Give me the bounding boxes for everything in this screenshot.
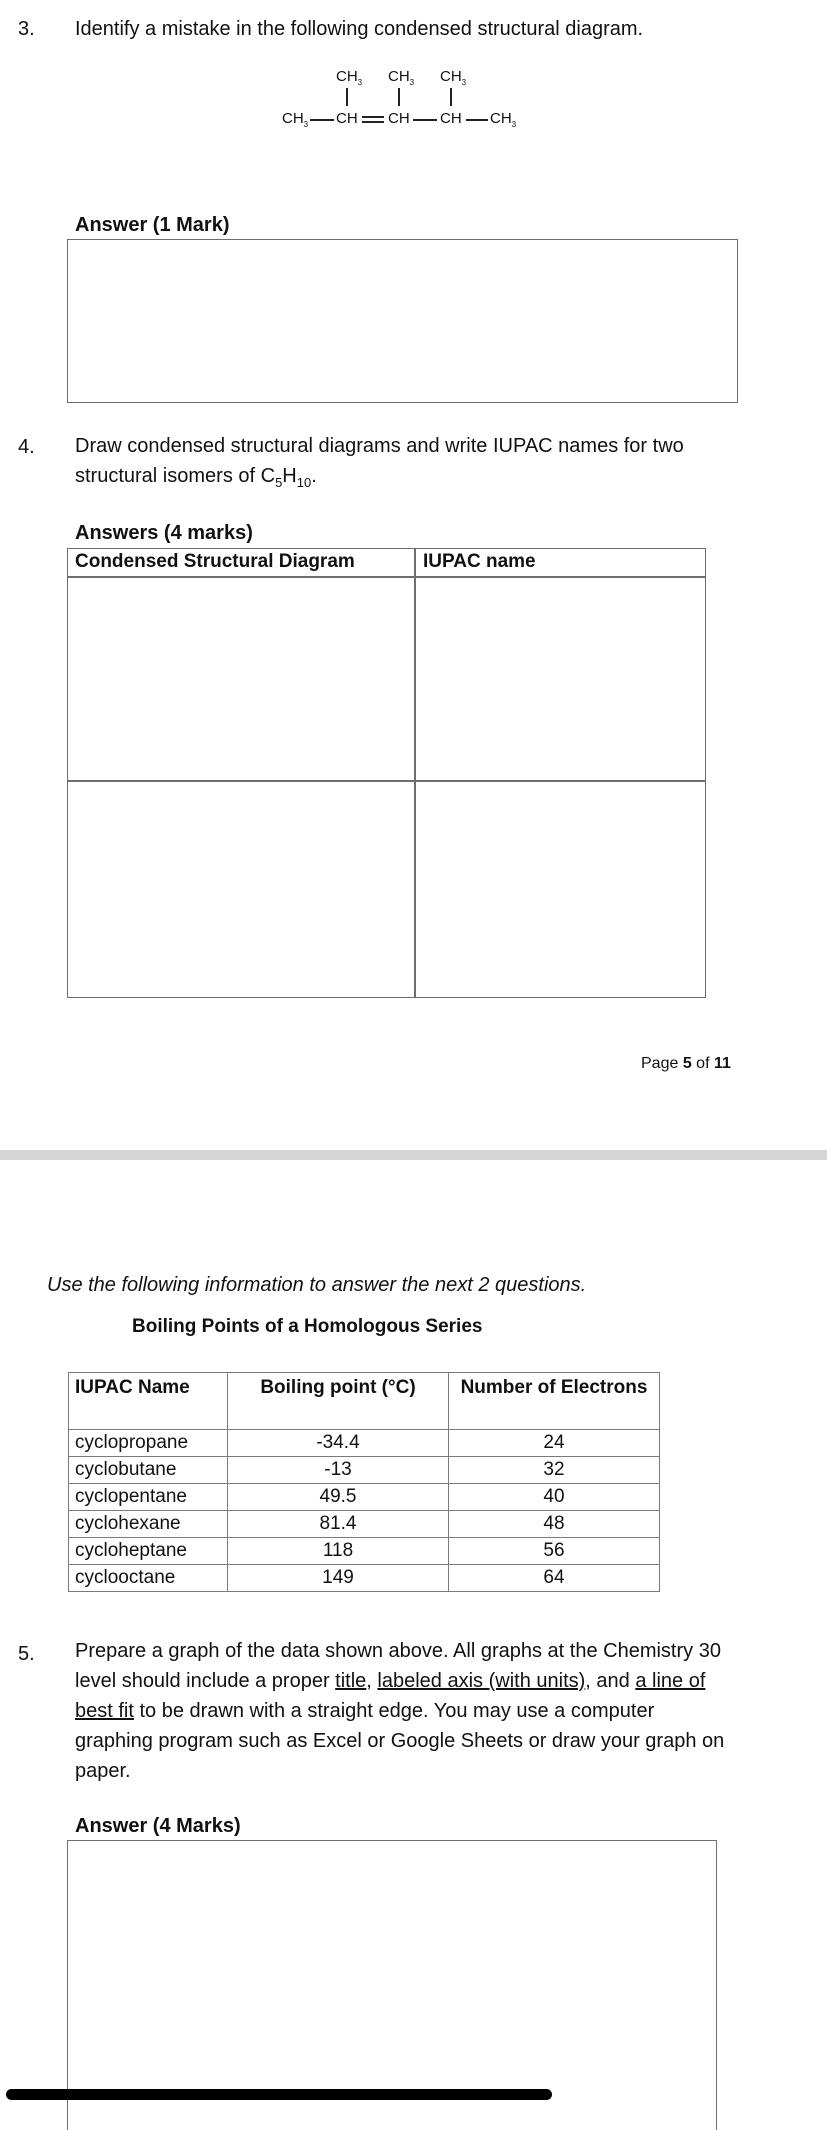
structural-diagram bbox=[270, 64, 540, 136]
cell-bp: 118 bbox=[228, 1538, 449, 1565]
cell-name: cyclopropane bbox=[69, 1430, 228, 1457]
question-3-answer-box[interactable] bbox=[67, 239, 738, 403]
boiling-points-table bbox=[68, 1372, 660, 1592]
header-iupac-name: IUPAC Name bbox=[69, 1373, 228, 1430]
isomer-2-name-cell[interactable] bbox=[416, 782, 704, 996]
horizontal-scrollbar[interactable] bbox=[6, 2089, 552, 2100]
page-separator bbox=[0, 1150, 827, 1160]
cell-bp: 81.4 bbox=[228, 1511, 449, 1538]
diagram-top-ch3-2: $CH_3$ bbox=[388, 68, 415, 87]
cell-bp: -13 bbox=[228, 1457, 449, 1484]
cell-name: cycloheptane bbox=[69, 1538, 228, 1565]
cell-bp: 149 bbox=[228, 1565, 449, 1592]
question-3-text: Identify a mistake in the following condensed structural diagram. bbox=[75, 18, 644, 40]
question-5-answer-label: Answer (4 Marks) bbox=[75, 1815, 241, 1837]
column-header-iupac-name: IUPAC name bbox=[423, 551, 536, 572]
cell-electrons: 40 bbox=[449, 1484, 660, 1511]
cell-name: cyclooctane bbox=[69, 1565, 228, 1592]
cell-electrons: 32 bbox=[449, 1457, 660, 1484]
cell-bp: -34.4 bbox=[228, 1430, 449, 1457]
diagram-ch-3: CH bbox=[388, 110, 410, 127]
question-3-number: 3. bbox=[18, 18, 35, 40]
cell-electrons: 48 bbox=[449, 1511, 660, 1538]
question-5-number: 5. bbox=[18, 1643, 35, 1665]
diagram-ch-2: CH bbox=[336, 110, 358, 127]
cell-name: cyclohexane bbox=[69, 1511, 228, 1538]
header-electrons: Number of Electrons bbox=[449, 1373, 660, 1430]
table-row bbox=[69, 1430, 660, 1457]
question-3-answer-label: Answer (1 Mark) bbox=[75, 214, 230, 236]
isomer-1-name-cell[interactable] bbox=[416, 578, 704, 779]
table-row bbox=[69, 1484, 660, 1511]
question-4-text-line1: Draw condensed structural diagrams and write IUPAC names for two bbox=[75, 435, 684, 457]
diagram-top-ch3-3: $CH_3$ bbox=[440, 68, 467, 87]
diagram-top-ch3-1: $CH_3$ bbox=[336, 68, 363, 87]
question-5-answer-box[interactable] bbox=[67, 1840, 717, 2130]
cell-electrons: 56 bbox=[449, 1538, 660, 1565]
info-intro: Use the following information to answer the next 2 questions. bbox=[47, 1274, 587, 1296]
question-4-answer-label: Answers (4 marks) bbox=[75, 522, 253, 544]
header-boiling-point: Boiling point (°C) bbox=[228, 1373, 449, 1430]
column-header-structural-diagram: Condensed Structural Diagram bbox=[75, 551, 355, 572]
table-row bbox=[69, 1565, 660, 1592]
question-4-text-line2: structural isomers of $C_5H_{10}$. bbox=[75, 465, 317, 490]
diagram-ch-4: CH bbox=[440, 110, 462, 127]
cell-electrons: 24 bbox=[449, 1430, 660, 1457]
cell-name: cyclobutane bbox=[69, 1457, 228, 1484]
isomer-1-diagram-cell[interactable] bbox=[69, 578, 413, 779]
table-row bbox=[69, 1511, 660, 1538]
table-row bbox=[69, 1538, 660, 1565]
question-5-text: Prepare a graph of the data shown above. All graphs at the Chemistry 30 level should include a proper title, labeled axis (with units), and a line of best fit to be drawn with a straight edge. You may use a computer graphing program such as Excel or Google Sheets or draw your graph on paper. bbox=[75, 1640, 725, 1782]
table-title: Boiling Points of a Homologous Series bbox=[132, 1316, 483, 1337]
page-number: Page 5 of 11 bbox=[641, 1055, 731, 1072]
cell-name: cyclopentane bbox=[69, 1484, 228, 1511]
question-4-number: 4. bbox=[18, 436, 35, 458]
table-row bbox=[69, 1457, 660, 1484]
diagram-ch3-left: $CH_3$ bbox=[282, 110, 309, 129]
isomer-2-diagram-cell[interactable] bbox=[69, 782, 413, 996]
cell-bp: 49.5 bbox=[228, 1484, 449, 1511]
diagram-ch3-right: $CH_3$ bbox=[490, 110, 517, 129]
cell-electrons: 64 bbox=[449, 1565, 660, 1592]
